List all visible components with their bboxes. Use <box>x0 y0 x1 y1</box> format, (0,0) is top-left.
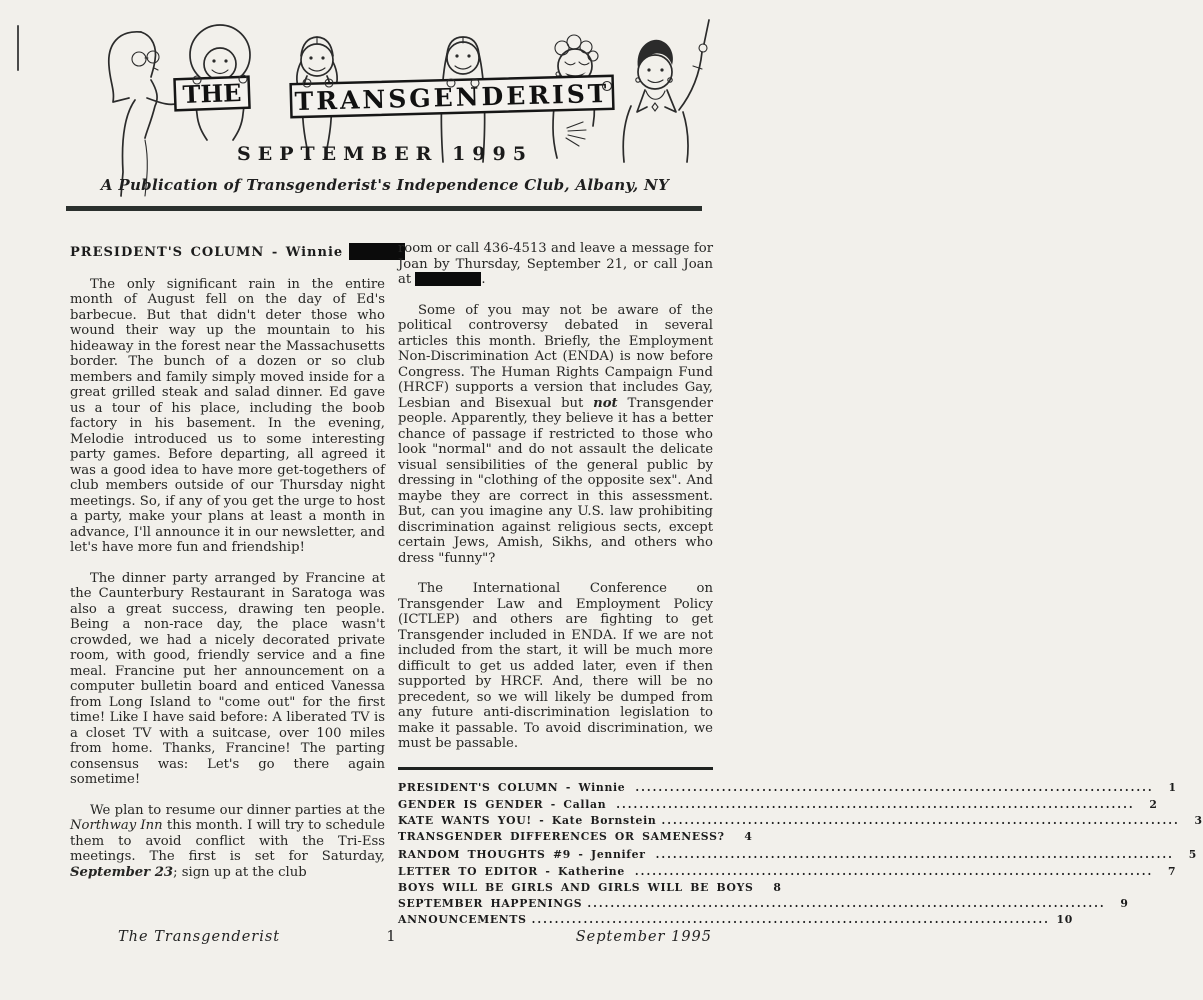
paragraph <box>398 303 713 567</box>
toc-label: ANNOUNCEMENTS <box>398 912 527 926</box>
redacted-phone <box>415 272 481 286</box>
pen-mark <box>17 25 19 71</box>
paragraph: The only significant rain in the entire month of August fell on the day of Ed's barbecue. But that didn't deter those who wound their way up the mountain to his hideaway in the forest near the Massachusetts border. The bunch of a dozen or so club members and family simply moved inside for a great grilled steak and salad dinner. Ed gave us a tour of his place, including the boob factory in his basement. In the evening, Melodie introduced us to some interesting party games. Before departing, all agreed it was a good idea to have more get-togethers of club members outside of our Thursday night meetings. So, if any of you get the urge to host a party, make your plans at least a month in advance, I'll announce it in our newsletter, and let's have more fun and friendship! <box>70 276 385 555</box>
issue-date: SEPTEMBER 1995 <box>237 143 533 165</box>
toc-entry <box>398 845 1197 863</box>
toc-page-number: 3 <box>1194 814 1203 828</box>
toc-entry <box>398 813 1203 829</box>
paragraph <box>70 803 385 881</box>
figure-raised-arm <box>623 20 709 162</box>
paragraph-text: ; sign up at the club <box>173 864 307 880</box>
article-heading <box>70 243 385 261</box>
toc-entry <box>398 795 1158 813</box>
header-divider <box>66 206 702 211</box>
toc-label: LETTER TO EDITOR - Katherine <box>398 865 625 879</box>
toc-label: PRESIDENT'S COLUMN - Winnie <box>398 780 626 794</box>
toc-page-number: 4 <box>744 829 753 843</box>
toc-leader <box>656 847 1174 863</box>
title-transgenderist: TRANSGENDERIST <box>294 78 610 117</box>
paragraph-text: this month. I will try to schedule them to avoid conflict with the Tri-Ess meetings. The first is set for Saturday, <box>70 818 385 864</box>
paragraph-text: We plan to resume our dinner parties at the <box>90 802 385 818</box>
table-of-contents <box>398 767 1203 928</box>
paragraph: The dinner party arranged by Francine at the Caunterbury Restaurant in Saratoga was also a great success, drawing ten people. Being a non-race day, the place wasn't crowded, we had a nicely decorated private room, with good, friendly service and a fine meal. Francine put her announcement on a computer bulletin board and enticed Vanessa from Long Island to "come out" for the first time! Like I have said before: A liberated TV is a closet TV with a suitcase, over 100 miles from home. Thanks, Francine! The parting consensus was: Let's go there again sometime! <box>70 570 385 787</box>
toc-entry <box>398 778 1177 796</box>
toc-entry <box>398 829 753 845</box>
event-date: September 23 <box>70 864 174 880</box>
masthead-illustration <box>55 10 713 202</box>
toc-entry <box>398 912 1073 928</box>
toc-label: RANDOM THOUGHTS #9 - Jennifer <box>398 847 646 861</box>
toc-entry <box>398 862 1177 880</box>
paragraph-text: Some of you may not be aware of the political controversy debated in several articles this month. Briefly, the Employment Non-Discrimination Act (ENDA) is now before Congress. The Human Rights Campaign Fund (HRCF) supports a version that includes Gay, Lesbian and Bisexual but <box>398 302 713 411</box>
paragraph: The International Conference on Transgender Law and Employment Policy (ICTLEP) and others are fighting to get Transgender included in ENDA. If we are not included from the start, it will be much more difficult to get us added later, even if then supported by HRCF. And, there will be no precedent, so we will likely be dumped from any future anti-discrimination legislation to make it passable. To avoid discrimination, we must be passable. <box>398 581 713 751</box>
right-column <box>398 241 1203 928</box>
toc-entry <box>398 896 1129 912</box>
toc-page-number: 5 <box>1188 847 1197 861</box>
toc-label: GENDER IS GENDER - Callan <box>398 798 607 812</box>
article-heading-text: PRESIDENT'S COLUMN - Winnie <box>70 245 344 260</box>
title-the: THE <box>182 77 242 110</box>
toc-leader <box>587 896 1105 912</box>
footer-issue-date: September 1995 <box>575 929 712 945</box>
footer-page-number: 1 <box>386 929 396 945</box>
toc-page-number: 7 <box>1168 865 1177 879</box>
toc-label: SEPTEMBER HAPPENINGS <box>398 897 583 911</box>
toc-page-number: 9 <box>1120 897 1129 911</box>
toc-page-number: 2 <box>1149 798 1158 812</box>
paragraph-text: . <box>481 272 486 287</box>
footer-newsletter-title: The Transgenderist <box>118 929 281 945</box>
toc-leader <box>635 864 1153 880</box>
toc-label: KATE WANTS YOU! - Kate Bornstein <box>398 814 657 828</box>
toc-label: TRANSGENDER DIFFERENCES OR SAMENESS? <box>398 829 725 843</box>
toc-leader <box>661 813 1179 829</box>
toc-leader <box>616 797 1134 813</box>
toc-label: BOYS WILL BE GIRLS AND GIRLS WILL BE BOYS <box>398 881 754 895</box>
emphasis-not: not <box>593 395 618 411</box>
figure-bob-glasses <box>109 32 185 196</box>
left-column <box>70 241 385 928</box>
paragraph-text: room or call 436-4513 and leave a message for Joan by Thursday, September 21, or call Joan at <box>398 241 713 287</box>
paragraph-text: Transgender people. Apparently, they believe it has a better chance of passage if restricted to those who look "normal" and do not assault the delicate visual sensibilities of the general public by dressing in "clothing of the opposite sex". And maybe they are correct in this assessment. But, can you imagine any U.S. law prohibiting discrimination against religious sects, except certain Jews, Amish, Sikhs, and others who dress "funny"? <box>398 395 713 566</box>
toc-page-number: 10 <box>1056 912 1073 926</box>
venue-name: Northway Inn <box>70 818 163 833</box>
toc-entry <box>398 880 782 896</box>
redacted-name <box>349 243 405 260</box>
toc-leader <box>635 780 1153 796</box>
page-body <box>70 241 1203 928</box>
toc-page-number: 8 <box>773 881 782 895</box>
paragraph <box>398 241 713 288</box>
toc-page-number: 1 <box>1168 780 1177 794</box>
masthead <box>55 10 713 202</box>
publication-tagline: A Publication of Transgenderist's Independence Club, Albany, NY <box>100 176 670 194</box>
toc-leader <box>532 912 1050 928</box>
